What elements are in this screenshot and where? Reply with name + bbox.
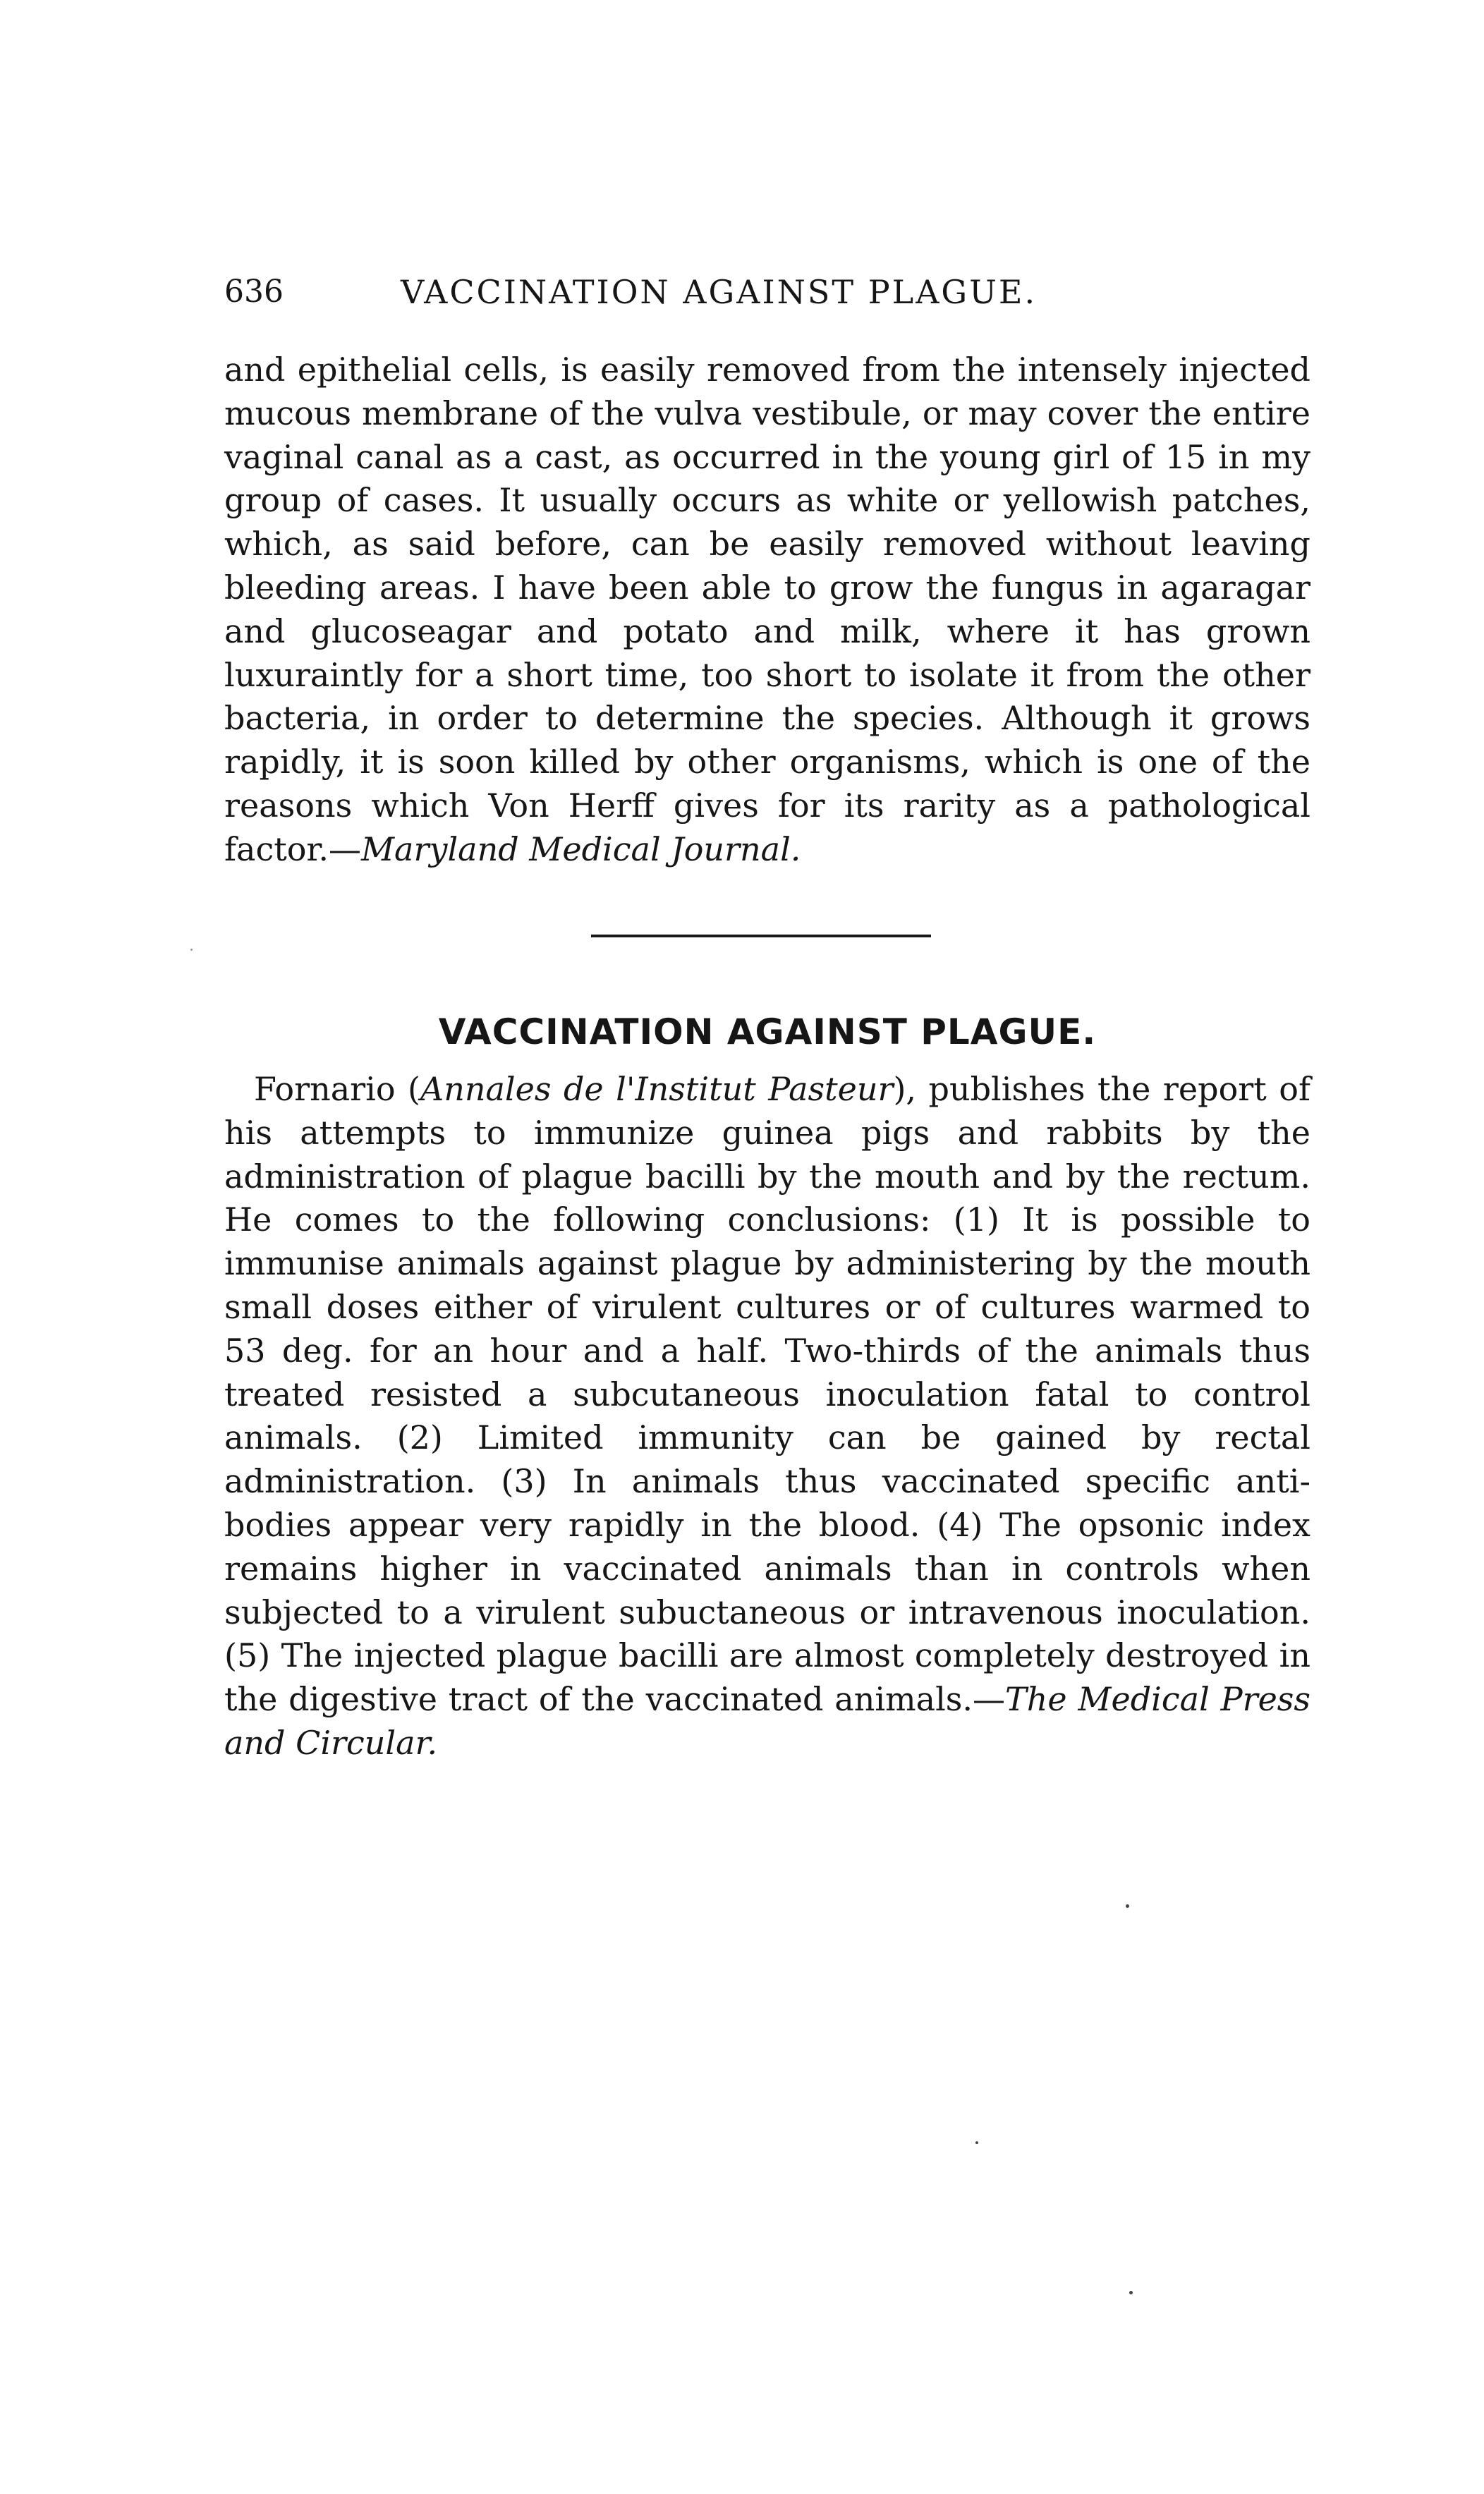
article-intro-source: Annales de l'Institut Pasteur [420, 1070, 894, 1108]
continued-article-paragraph [224, 348, 1310, 872]
article-title: VACCINATION AGAINST PLAGUE. [438, 1011, 1097, 1052]
page-header [224, 271, 1310, 313]
print-speck [190, 949, 193, 951]
print-speck [1129, 2291, 1133, 2294]
section-divider [591, 935, 931, 937]
continued-article-text: and epithelial cells, is easily removed from the intensely injected mucous membrane of the vulva vestibule, or may cover the entire vaginal canal as a cast, as occurred in the young girl of 15 in my group of cases. It usually occurs as white or yellowish patches, which, as said before, can be easily removed without leaving bleeding areas. I have been able to grow the fungus in agaragar and glucoseagar and potato and milk, where it has grown luxuraintly for a short time, too short to isolate it from the other bacteria, in order to determine the species. Although it grows rapidly, it is soon killed by other organisms, which is one of the reasons which Von Herff gives for its rarity as a pathological factor.— [224, 351, 1310, 868]
running-title: VACCINATION AGAINST PLAGUE. [401, 273, 1038, 311]
article-paragraph [224, 1068, 1310, 1765]
print-speck [1126, 1904, 1129, 1908]
continued-article-source: Maryland Medical Journal. [360, 829, 801, 868]
article-body: ), publishes the report of his attempts to immunize guinea pigs and rabbits by the administration of plague bacilli by the mouth and by the rectum. He comes to the following conclusions: (1) It is possible to immunise animals against plague by administering by the mouth small doses either of virulent cultures or of cultures warmed to 53 deg. for an hour and a half. Two-thirds of the animals thus treated resisted a subcutaneous inoculation fatal to control animals. (2) Limited immunity can be gained by rectal administration. (3) In animals thus vaccinated specific anti-bodies appear very rapidly in the blood. (4) The opsonic index remains higher in vaccinated animals than in controls when subjected to a virulent subuctaneous or intravenous inoculation. (5) The injected plague bacilli are almost completely destroyed in the digestive tract of the vaccinated animals.— [224, 1070, 1310, 1719]
page-number: 636 [224, 274, 284, 310]
article-intro: Fornario ( [254, 1070, 420, 1108]
article-source: The Medical Press and Circular. [224, 1680, 1310, 1762]
print-speck [975, 2141, 978, 2144]
